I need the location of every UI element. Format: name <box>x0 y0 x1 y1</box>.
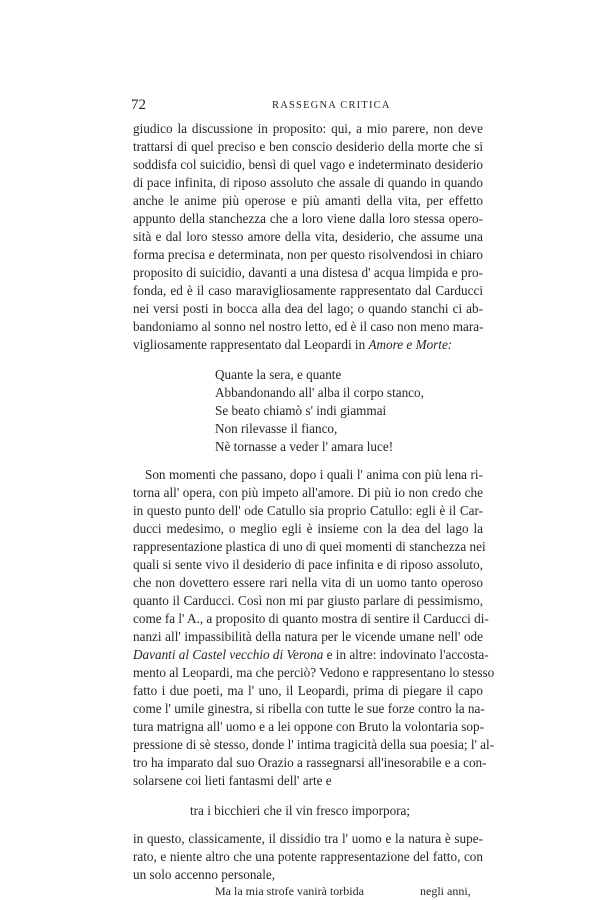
page-header <box>0 97 603 117</box>
verse-line: Se beato chiamò s' indi giammai <box>215 403 387 418</box>
page-number: 72 <box>131 97 146 113</box>
text-line: come fa l' A., a proposito di quanto mostra di sentire il Carducci di- <box>133 611 489 626</box>
verse-line: negli anni, <box>420 884 471 898</box>
text-line: rato, e niente altro che una potente rappresentazione del fatto, con <box>133 849 483 864</box>
text-line: nei versi posti in bocca alla dea del lago; o quando stanchi ci ab- <box>133 301 483 316</box>
text-line: sità e dal loro stesso amore della vita, desiderio, che assume una <box>133 229 483 244</box>
text-line: torna all' opera, con più impeto all'amore. Di più io non credo che <box>133 485 483 500</box>
text-line: quali si sente vivo il desiderio di pace infinita e di riposo assoluto, <box>133 557 483 572</box>
text-segment: vigliosamente rappresentato dal Leopardi in <box>133 337 369 352</box>
text-line <box>133 337 452 353</box>
text-line: soddisfa col suicidio, bensì di quel vago e indeterminato desiderio <box>133 157 483 172</box>
text-line: appunto della stanchezza che a loro viene dalla loro stessa opero- <box>133 211 483 226</box>
text-line: quanto il Carducci. Così non mi par giusto parlare di pessimismo, <box>133 593 483 608</box>
text-line: ducci medesimo, o meglio egli è insieme con la dea del lago la <box>133 521 483 536</box>
text-line: bandoniamo al sonno nel nostro letto, ed è il caso non meno mara- <box>133 319 484 334</box>
text-line: in questo, classicamente, il dissidio tra l' uomo e la natura è supe- <box>133 831 483 846</box>
text-line: pressione di sè stesso, donde l' intima tragicità della sua poesia; l' al- <box>133 737 495 752</box>
text-line: fatto i due poeti, ma l' uno, il Leopardi, prima di piegare il capo <box>133 683 483 698</box>
text-line: mento al Leopardi, ma che perciò? Vedono e rappresentano lo stesso <box>133 665 495 680</box>
text-line: solarsene coi lieti fantasmi dell' arte e <box>133 773 332 788</box>
verse-line: Non rilevasse il fianco, <box>215 421 338 436</box>
text-line: che non dovettero essere rari nella vita di un uomo tanto operoso <box>133 575 483 590</box>
text-line: in questo punto dell' ode Catullo sia proprio Catullo: egli è il Car- <box>133 503 483 518</box>
text-line: rappresentazione plastica di uno di quei momenti di stanchezza nei <box>133 539 486 554</box>
running-head: RASSEGNA CRITICA <box>272 100 391 111</box>
verse-line: Ma la mia strofe vanirà torbida <box>215 884 364 898</box>
text-line: un solo accenno personale, <box>133 867 276 882</box>
text-line: nanzi all' impassibilità della natura per le vicende umane nell' ode <box>133 629 483 644</box>
text-line: Son momenti che passano, dopo i quali l' anima con più lena ri- <box>145 467 483 482</box>
verse-line: Nè tornasse a veder l' amara luce! <box>215 439 394 454</box>
text-line: di pace infinita, di riposo assoluto che assale di quando in quando <box>133 175 483 190</box>
verse-line: Quante la sera, e quante <box>215 367 342 382</box>
text-line <box>133 647 489 663</box>
text-line: forma precisa e determinata, non per questo risolvendosi in chiaro <box>133 247 483 262</box>
verse-line: tra i bicchieri che il vin fresco imporpora; <box>190 803 411 818</box>
text-line: proposito di suicidio, davanti a una distesa d' acqua limpida e pro- <box>133 265 483 280</box>
verse-line: Abbandonando all' alba il corpo stanco, <box>215 385 424 400</box>
text-line: tro ha imparato dal suo Orazio a rassegnarsi all'inesorabile e a con- <box>133 755 487 770</box>
text-segment: e in altre: indovinato l'accosta- <box>323 647 489 662</box>
text-line: come l' umile ginestra, si ribella con tutte le sue forze contro la na- <box>133 701 485 716</box>
text-line: fonda, ed è il caso maravigliosamente rappresentato dal Carducci <box>133 283 483 298</box>
poem-title: Amore e Morte: <box>368 337 453 352</box>
text-line: tura matrigna all' uomo e a lei oppone con Bruto la volontaria sop- <box>133 719 485 734</box>
text-line: giudico la discussione in proposito: qui, a mio parere, non deve <box>133 121 483 136</box>
text-line: trattarsi di quel preciso e ben conscio desiderio della morte che si <box>133 139 483 154</box>
text-line: anche le anime più operose e più amanti della vita, per effetto <box>133 193 483 208</box>
ode-title: Davanti al Castel vecchio di Verona <box>133 647 324 662</box>
